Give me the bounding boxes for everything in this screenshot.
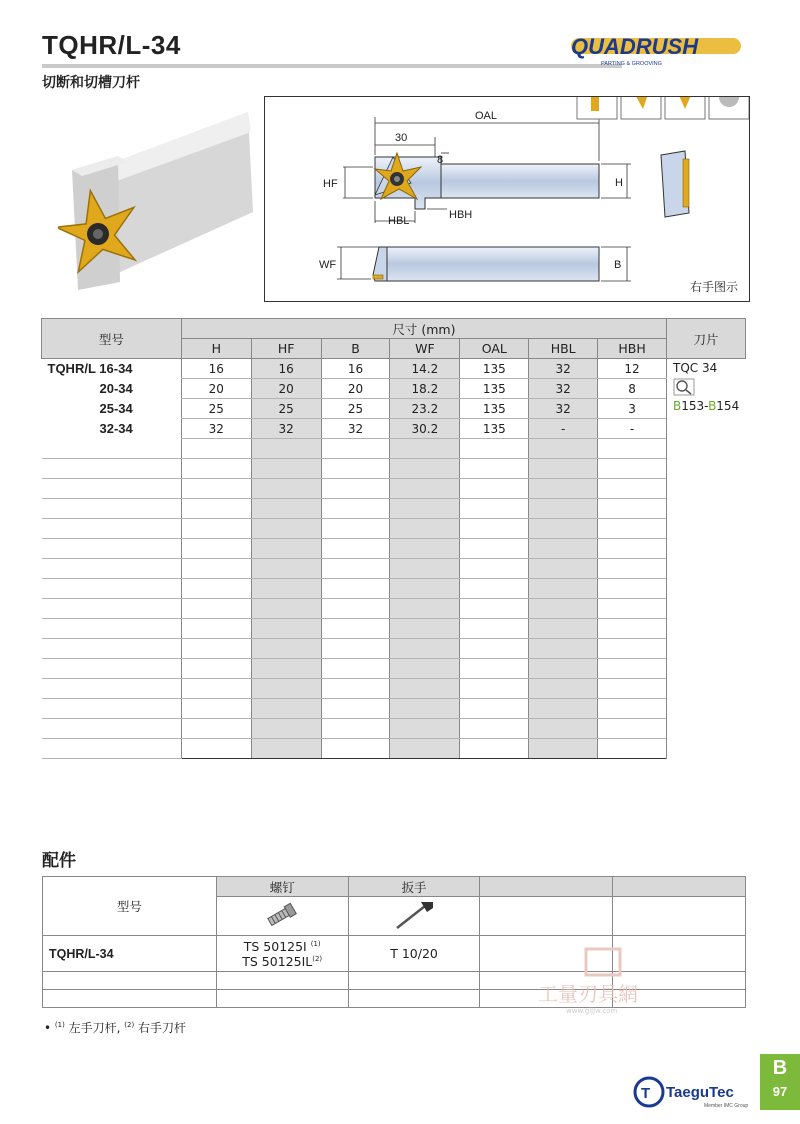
cell-h xyxy=(181,699,251,719)
cell-hf xyxy=(251,599,321,619)
model-suffix: 25-34 xyxy=(99,401,133,416)
spec-empty-row xyxy=(42,499,746,519)
cell-b xyxy=(321,579,390,599)
cell-wf xyxy=(390,479,460,499)
cell-hf: 20 xyxy=(251,379,321,399)
cell-hbl xyxy=(529,539,598,559)
cell-wf xyxy=(390,619,460,639)
dim-hbh: HBH xyxy=(449,209,473,221)
cell-oal xyxy=(460,459,529,479)
cell-oal xyxy=(460,679,529,699)
insert-search-icon[interactable] xyxy=(673,378,745,397)
dim-hf: HF xyxy=(323,178,338,190)
model-cell xyxy=(42,359,182,379)
dim-30: 30 xyxy=(395,132,408,144)
cell-b xyxy=(321,639,390,659)
cell-hbh: 8 xyxy=(598,379,667,399)
spec-empty-row xyxy=(42,739,746,759)
cell-oal: 135 xyxy=(460,359,529,379)
cell-oal xyxy=(460,659,529,679)
dim-oal: OAL xyxy=(475,110,498,122)
cell-oal xyxy=(460,559,529,579)
spec-empty-row xyxy=(42,679,746,699)
cell-hf xyxy=(251,699,321,719)
dim-h: H xyxy=(615,177,623,189)
spec-table xyxy=(41,318,746,759)
svg-text:T: T xyxy=(641,1085,651,1102)
dimension-diagram xyxy=(264,96,750,302)
page-subtitle: 切断和切槽刀杆 xyxy=(42,75,140,91)
cell-oal xyxy=(460,439,529,459)
cell-wf xyxy=(390,579,460,599)
cell-oal: 135 xyxy=(460,379,529,399)
cell-h xyxy=(181,499,251,519)
dim-hbl: HBL xyxy=(388,215,410,227)
operation-icons xyxy=(577,97,749,119)
cell-b xyxy=(321,499,390,519)
cell-hbh xyxy=(598,539,667,559)
cell-h: 20 xyxy=(181,379,251,399)
model-cell xyxy=(42,599,182,619)
model-cell xyxy=(42,719,182,739)
spec-empty-row xyxy=(42,479,746,499)
cell-b xyxy=(321,679,390,699)
screw-2-sup: (2) xyxy=(312,954,323,963)
section-letter: B xyxy=(772,1057,788,1079)
cell-hbh xyxy=(598,619,667,639)
header-model: 型号 xyxy=(42,319,182,359)
cell-oal xyxy=(460,479,529,499)
col-hbh: HBH xyxy=(598,339,667,359)
model-cell xyxy=(42,639,182,659)
cell-hbl xyxy=(529,519,598,539)
cell-wf xyxy=(390,559,460,579)
toolholder-3d-illustration xyxy=(58,112,258,312)
spec-empty-row xyxy=(42,459,746,479)
model-suffix: 16-34 xyxy=(99,361,133,377)
cell-h xyxy=(181,459,251,479)
model-cell xyxy=(42,479,182,499)
acc-header-empty-1 xyxy=(480,877,613,897)
col-h: H xyxy=(181,339,251,359)
footnote-bullet: • xyxy=(44,1021,52,1035)
ref-n2: 154 xyxy=(716,399,740,413)
model-cell xyxy=(42,739,182,759)
cell-hbl xyxy=(529,459,598,479)
dim-b: B xyxy=(614,259,622,271)
cell-oal xyxy=(460,519,529,539)
ref-b2: B xyxy=(708,399,717,413)
insert-cell xyxy=(667,359,746,759)
cell-wf xyxy=(390,659,460,679)
spec-row xyxy=(42,399,746,419)
cell-hf xyxy=(251,719,321,739)
cell-b xyxy=(321,699,390,719)
cell-hbl xyxy=(529,439,598,459)
screw-image-cell xyxy=(216,897,348,936)
model-cell xyxy=(42,699,182,719)
acc-wrench: T 10/20 xyxy=(348,936,480,972)
model-cell xyxy=(42,419,182,439)
svg-text:QUADRUSH: QUADRUSH xyxy=(571,34,699,59)
spec-row xyxy=(42,359,746,379)
header-insert: 刀片 xyxy=(667,319,746,359)
cell-oal xyxy=(460,579,529,599)
footnote-sup1: (1) xyxy=(54,1021,65,1029)
cell-oal xyxy=(460,599,529,619)
cell-oal xyxy=(460,539,529,559)
cell-hf xyxy=(251,679,321,699)
cell-b xyxy=(321,739,390,759)
cell-oal xyxy=(460,619,529,639)
diagram-caption: 右手图示 xyxy=(690,280,739,294)
cell-wf xyxy=(390,439,460,459)
dim-wf: WF xyxy=(319,259,337,271)
acc-empty-row xyxy=(43,972,217,990)
cell-wf: 18.2 xyxy=(390,379,460,399)
col-wf: WF xyxy=(390,339,460,359)
screw-2: TS 50125IL xyxy=(242,953,313,969)
cell-h xyxy=(181,519,251,539)
model-cell xyxy=(42,679,182,699)
cell-h: 25 xyxy=(181,399,251,419)
cell-oal xyxy=(460,499,529,519)
spec-empty-row xyxy=(42,699,746,719)
screw-1-sup: (1) xyxy=(310,939,321,948)
insert-name: TQC 34 xyxy=(673,361,718,375)
acc-header-empty-2 xyxy=(613,877,746,897)
cell-hbl xyxy=(529,659,598,679)
spec-empty-row xyxy=(42,599,746,619)
cell-hf xyxy=(251,659,321,679)
watermark xyxy=(538,947,674,1015)
cell-b xyxy=(321,659,390,679)
cell-oal xyxy=(460,699,529,719)
brand-member: Member IMC Group xyxy=(704,1103,749,1109)
cell-hf xyxy=(251,459,321,479)
cell-wf xyxy=(390,639,460,659)
cell-hbh xyxy=(598,439,667,459)
cell-hbh: - xyxy=(598,419,667,439)
cell-hbh xyxy=(598,719,667,739)
cell-hbl xyxy=(529,579,598,599)
cell-hbl xyxy=(529,719,598,739)
spec-empty-row xyxy=(42,559,746,579)
cell-wf xyxy=(390,499,460,519)
cell-hf xyxy=(251,519,321,539)
spec-empty-row xyxy=(42,519,746,539)
quadrush-logo xyxy=(565,32,755,70)
cell-b xyxy=(321,619,390,639)
cell-hf: 16 xyxy=(251,359,321,379)
svg-text:PARTING & GROOVING: PARTING & GROOVING xyxy=(601,61,662,67)
cell-b: 20 xyxy=(321,379,390,399)
acc-model: TQHR/L-34 xyxy=(43,936,217,972)
cell-oal: 135 xyxy=(460,399,529,419)
model-cell xyxy=(42,499,182,519)
spec-empty-row xyxy=(42,719,746,739)
wrench-icon xyxy=(389,898,439,932)
cell-hbl xyxy=(529,679,598,699)
screw-1: TS 50125I xyxy=(243,938,307,954)
cell-wf xyxy=(390,599,460,619)
page-number: 97 xyxy=(772,1084,788,1099)
dim-8: 8 xyxy=(437,154,444,166)
cell-hbl xyxy=(529,739,598,759)
cell-wf xyxy=(390,519,460,539)
model-suffix: 32-34 xyxy=(99,421,133,436)
cell-oal xyxy=(460,639,529,659)
taegutec-mark xyxy=(632,1074,752,1110)
dimension-drawing xyxy=(265,97,749,301)
brand-name: TaeguTec xyxy=(666,1084,734,1101)
acc-header-screw: 螺钉 xyxy=(216,877,348,897)
model-cell xyxy=(42,399,182,419)
acc-image-empty-1 xyxy=(480,897,613,936)
spec-empty-row xyxy=(42,539,746,559)
cell-hf xyxy=(251,639,321,659)
cell-hbl xyxy=(529,559,598,579)
model-cell xyxy=(42,439,182,459)
cell-b xyxy=(321,559,390,579)
cell-wf xyxy=(390,699,460,719)
spec-row xyxy=(42,379,746,399)
model-cell xyxy=(42,659,182,679)
cell-hbh xyxy=(598,579,667,599)
cell-hbh xyxy=(598,459,667,479)
footnote xyxy=(44,1019,186,1036)
acc-header-model: 型号 xyxy=(43,877,217,936)
cell-b xyxy=(321,479,390,499)
cell-hf xyxy=(251,559,321,579)
model-suffix: 20-34 xyxy=(99,381,133,396)
cell-wf xyxy=(390,679,460,699)
cell-h xyxy=(181,439,251,459)
model-cell xyxy=(42,539,182,559)
cell-h: 32 xyxy=(181,419,251,439)
cell-hbl xyxy=(529,479,598,499)
cell-hbl: - xyxy=(529,419,598,439)
cell-b: 25 xyxy=(321,399,390,419)
cell-h xyxy=(181,579,251,599)
taegutec-logo xyxy=(632,1074,752,1110)
ref-n1: 153- xyxy=(681,399,709,413)
cell-b: 16 xyxy=(321,359,390,379)
model-cell xyxy=(42,519,182,539)
cell-b xyxy=(321,539,390,559)
cell-b: 32 xyxy=(321,419,390,439)
cell-h xyxy=(181,559,251,579)
page-title: TQHR/L-34 xyxy=(42,30,181,60)
cell-hbh xyxy=(598,559,667,579)
cell-hbl: 32 xyxy=(529,399,598,419)
cell-wf xyxy=(390,539,460,559)
model-cell xyxy=(42,559,182,579)
model-cell xyxy=(42,379,182,399)
watermark-text: 工量刃具網 xyxy=(538,982,638,1006)
col-hf: HF xyxy=(251,339,321,359)
cell-hf xyxy=(251,579,321,599)
watermark-url: www.gljjw.com xyxy=(566,1007,618,1015)
model-cell xyxy=(42,619,182,639)
cell-hbl xyxy=(529,499,598,519)
cell-h xyxy=(181,719,251,739)
screw-icon xyxy=(262,900,302,930)
cell-wf: 23.2 xyxy=(390,399,460,419)
cell-hbl: 32 xyxy=(529,359,598,379)
spec-empty-row xyxy=(42,619,746,639)
cell-hbh xyxy=(598,699,667,719)
cell-hbh xyxy=(598,679,667,699)
footnote-sup2: (2) xyxy=(124,1021,135,1029)
cell-hf xyxy=(251,739,321,759)
cell-wf: 14.2 xyxy=(390,359,460,379)
cell-hf xyxy=(251,539,321,559)
insert-page-ref[interactable] xyxy=(673,397,745,416)
cell-hf xyxy=(251,439,321,459)
cell-hbh xyxy=(598,479,667,499)
cell-h xyxy=(181,679,251,699)
footnote-right-hand: 右手刀杆 xyxy=(134,1021,187,1035)
cell-h xyxy=(181,479,251,499)
cell-hbh xyxy=(598,739,667,759)
accessories-title: 配件 xyxy=(42,851,76,871)
cell-h xyxy=(181,639,251,659)
cell-h xyxy=(181,539,251,559)
col-b: B xyxy=(321,339,390,359)
cell-hbh xyxy=(598,599,667,619)
cell-b xyxy=(321,599,390,619)
cell-h xyxy=(181,739,251,759)
spec-empty-row xyxy=(42,579,746,599)
section-tab xyxy=(760,1054,800,1110)
cell-hbl xyxy=(529,599,598,619)
cell-b xyxy=(321,719,390,739)
cell-wf xyxy=(390,459,460,479)
cell-h: 16 xyxy=(181,359,251,379)
footnote-left-hand: 左手刀杆, xyxy=(64,1021,125,1035)
acc-empty-row xyxy=(43,990,217,1008)
cell-h xyxy=(181,599,251,619)
cell-hf xyxy=(251,479,321,499)
cell-hbh: 12 xyxy=(598,359,667,379)
acc-image-empty-2 xyxy=(613,897,746,936)
cell-hbh xyxy=(598,659,667,679)
cell-hf xyxy=(251,619,321,639)
cell-oal xyxy=(460,739,529,759)
cell-hf: 25 xyxy=(251,399,321,419)
header-dimensions: 尺寸 (mm) xyxy=(181,319,666,339)
cell-wf xyxy=(390,719,460,739)
title-rule xyxy=(42,64,622,68)
model-prefix: TQHR/L xyxy=(47,361,96,377)
cell-hf xyxy=(251,499,321,519)
spec-empty-row xyxy=(42,639,746,659)
cell-h xyxy=(181,659,251,679)
cell-hbh: 3 xyxy=(598,399,667,419)
spec-empty-row xyxy=(42,439,746,459)
acc-header-wrench: 扳手 xyxy=(348,877,480,897)
cell-hbl: 32 xyxy=(529,379,598,399)
cell-hf: 32 xyxy=(251,419,321,439)
cell-hbl xyxy=(529,619,598,639)
cell-hbh xyxy=(598,519,667,539)
cell-wf xyxy=(390,739,460,759)
model-cell xyxy=(42,459,182,479)
cell-hbl xyxy=(529,639,598,659)
spec-empty-row xyxy=(42,659,746,679)
col-hbl: HBL xyxy=(529,339,598,359)
cell-b xyxy=(321,439,390,459)
cell-hbh xyxy=(598,499,667,519)
model-cell xyxy=(42,579,182,599)
cell-wf: 30.2 xyxy=(390,419,460,439)
spec-row xyxy=(42,419,746,439)
cell-b xyxy=(321,459,390,479)
ref-b1: B xyxy=(673,399,682,413)
cell-oal xyxy=(460,719,529,739)
acc-screw-cell xyxy=(216,936,348,972)
col-oal: OAL xyxy=(460,339,529,359)
cell-hbh xyxy=(598,639,667,659)
cell-hbl xyxy=(529,699,598,719)
cell-h xyxy=(181,619,251,639)
cell-b xyxy=(321,519,390,539)
wrench-image-cell xyxy=(348,897,480,936)
cell-oal: 135 xyxy=(460,419,529,439)
